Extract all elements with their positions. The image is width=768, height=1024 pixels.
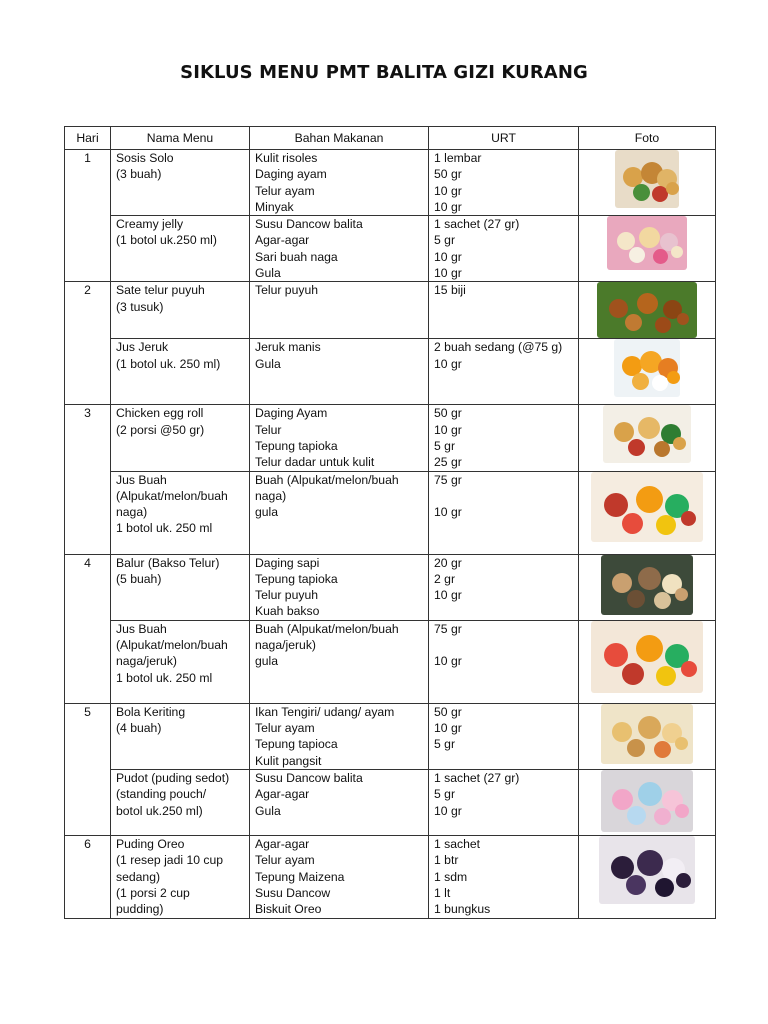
nama-menu-cell-line: Pudot (puding sedot) bbox=[116, 770, 230, 785]
photo-food-shape bbox=[637, 850, 663, 876]
nama-menu-cell-line: botol uk.250 ml) bbox=[116, 803, 203, 818]
bahan-makanan-cell-line: Gula bbox=[255, 803, 281, 818]
photo-food-shape bbox=[622, 513, 643, 534]
urt-cell bbox=[429, 150, 579, 216]
bahan-makanan-cell-line: Tepung tapioka bbox=[255, 438, 338, 453]
bahan-makanan-cell-line: Susu Dancow balita bbox=[255, 217, 363, 232]
urt-cell bbox=[429, 339, 579, 405]
photo-food-shape bbox=[654, 441, 670, 457]
bahan-makanan-cell bbox=[250, 339, 429, 405]
nama-menu-cell-line: naga/jeruk) bbox=[116, 654, 177, 669]
nama-menu-cell-line: (1 porsi 2 cup bbox=[116, 885, 190, 900]
sosis-solo-photo bbox=[615, 150, 679, 208]
urt-cell bbox=[429, 471, 579, 554]
foto-cell bbox=[579, 703, 716, 769]
foto-cell bbox=[579, 405, 716, 471]
urt-cell-line: 1 lt bbox=[434, 885, 451, 900]
nama-menu-cell-line: (standing pouch/ bbox=[116, 787, 207, 802]
chicken-egg-roll-photo bbox=[603, 405, 691, 463]
photo-food-shape bbox=[633, 184, 650, 201]
foto-cell bbox=[579, 471, 716, 554]
nama-menu-cell-line: (1 resep jadi 10 cup bbox=[116, 853, 224, 868]
bahan-makanan-cell-line: Telur ayam bbox=[255, 853, 315, 868]
foto-cell bbox=[579, 150, 716, 216]
header-urt: URT bbox=[429, 127, 579, 150]
urt-cell-line: 1 lembar bbox=[434, 151, 482, 165]
foto-cell bbox=[579, 835, 716, 918]
photo-food-shape bbox=[654, 741, 671, 758]
header-hari: Hari bbox=[65, 127, 111, 150]
nama-menu-cell bbox=[111, 554, 250, 620]
photo-food-shape bbox=[639, 227, 660, 248]
urt-cell-line: 10 gr bbox=[434, 654, 462, 669]
urt-cell-line: 5 gr bbox=[434, 737, 456, 752]
menu-table bbox=[64, 126, 716, 919]
urt-cell bbox=[429, 282, 579, 339]
bahan-makanan-cell-line: Minyak bbox=[255, 199, 294, 214]
table-row bbox=[65, 554, 716, 620]
urt-cell bbox=[429, 405, 579, 471]
nama-menu-cell-line: (3 tusuk) bbox=[116, 299, 164, 314]
table-row bbox=[65, 405, 716, 471]
nama-menu-cell bbox=[111, 216, 250, 282]
foto-cell bbox=[579, 620, 716, 703]
photo-food-shape bbox=[638, 417, 660, 439]
nama-menu-cell-line: sedang) bbox=[116, 869, 161, 884]
bahan-makanan-cell-line: Agar-agar bbox=[255, 233, 310, 248]
foto-cell bbox=[579, 282, 716, 339]
nama-menu-cell-line: Sate telur puyuh bbox=[116, 283, 205, 298]
hari-cell: 1 bbox=[65, 150, 111, 282]
photo-food-shape bbox=[625, 314, 642, 331]
nama-menu-cell-line: (1 botol uk. 250 ml) bbox=[116, 356, 221, 371]
photo-food-shape bbox=[636, 486, 663, 513]
urt-cell-line: 5 gr bbox=[434, 438, 456, 453]
bahan-makanan-cell bbox=[250, 405, 429, 471]
bahan-makanan-cell-line: Agar-agar bbox=[255, 787, 310, 802]
urt-cell-line: 1 sachet bbox=[434, 836, 481, 851]
nama-menu-cell-line: (4 buah) bbox=[116, 721, 162, 736]
nama-menu-cell-line: (3 buah) bbox=[116, 167, 162, 182]
foto-cell bbox=[579, 769, 716, 835]
photo-food-shape bbox=[638, 567, 661, 590]
photo-food-shape bbox=[627, 739, 645, 757]
photo-food-shape bbox=[638, 782, 662, 806]
urt-cell-line: 5 gr bbox=[434, 233, 456, 248]
urt-cell bbox=[429, 835, 579, 918]
bahan-makanan-cell-line: gula bbox=[255, 505, 279, 520]
bahan-makanan-cell-line: Telur ayam bbox=[255, 183, 315, 198]
bahan-makanan-cell-line: Telur puyuh bbox=[255, 283, 319, 298]
nama-menu-cell-line: Balur (Bakso Telur) bbox=[116, 555, 220, 570]
photo-food-shape bbox=[654, 808, 671, 825]
urt-cell-line: 10 gr bbox=[434, 803, 462, 818]
jus-buah-photo bbox=[591, 472, 703, 542]
urt-cell-line: 10 gr bbox=[434, 356, 462, 371]
bahan-makanan-cell-line: Daging sapi bbox=[255, 555, 320, 570]
urt-cell-line: 10 gr bbox=[434, 266, 462, 281]
photo-food-shape bbox=[677, 313, 689, 325]
urt-cell-line: 10 gr bbox=[434, 422, 462, 437]
urt-cell-line: 50 gr bbox=[434, 406, 462, 421]
table-row bbox=[65, 471, 716, 554]
urt-cell-line: 10 gr bbox=[434, 199, 462, 214]
header-foto: Foto bbox=[579, 127, 716, 150]
bahan-makanan-cell-line: Kulit risoles bbox=[255, 151, 318, 165]
bola-keriting-photo bbox=[601, 704, 693, 764]
nama-menu-cell bbox=[111, 703, 250, 769]
table-row bbox=[65, 835, 716, 918]
pudot-photo bbox=[601, 770, 693, 832]
jus-jeruk-photo bbox=[614, 339, 680, 397]
photo-food-shape bbox=[627, 806, 646, 825]
bahan-makanan-cell-line: Daging Ayam bbox=[255, 406, 328, 421]
bahan-makanan-cell-line: Ikan Tengiri/ udang/ ayam bbox=[255, 704, 395, 719]
photo-food-shape bbox=[622, 663, 644, 685]
bahan-makanan-cell-line: Susu Dancow balita bbox=[255, 770, 363, 785]
bahan-makanan-cell-line: Gula bbox=[255, 266, 281, 281]
photo-food-shape bbox=[673, 437, 686, 450]
urt-cell-line: 1 sachet (27 gr) bbox=[434, 770, 520, 785]
photo-food-shape bbox=[675, 737, 688, 750]
photo-food-shape bbox=[681, 661, 697, 677]
nama-menu-cell bbox=[111, 769, 250, 835]
nama-menu-cell-line: (5 buah) bbox=[116, 571, 162, 586]
table-row bbox=[65, 769, 716, 835]
bahan-makanan-cell bbox=[250, 835, 429, 918]
photo-food-shape bbox=[667, 371, 680, 384]
urt-cell-line: 15 biji bbox=[434, 283, 466, 298]
balur-bakso-telur-photo bbox=[601, 555, 693, 615]
photo-food-shape bbox=[636, 635, 663, 662]
photo-food-shape bbox=[671, 246, 683, 258]
bahan-makanan-cell-line: Agar-agar bbox=[255, 836, 310, 851]
bahan-makanan-cell-line: Kulit pangsit bbox=[255, 753, 322, 768]
photo-food-shape bbox=[675, 588, 688, 601]
bahan-makanan-cell-line: gula bbox=[255, 654, 279, 669]
bahan-makanan-cell-line: Buah (Alpukat/melon/buah bbox=[255, 621, 399, 636]
nama-menu-cell bbox=[111, 471, 250, 554]
urt-cell-line: 5 gr bbox=[434, 787, 456, 802]
photo-food-shape bbox=[637, 293, 658, 314]
table-body bbox=[65, 150, 716, 919]
creamy-jelly-photo bbox=[607, 216, 687, 270]
urt-cell-line: 1 sdm bbox=[434, 869, 468, 884]
foto-cell bbox=[579, 554, 716, 620]
nama-menu-cell bbox=[111, 405, 250, 471]
photo-food-shape bbox=[604, 643, 628, 667]
bahan-makanan-cell-line: Telur ayam bbox=[255, 721, 315, 736]
photo-food-shape bbox=[653, 249, 668, 264]
nama-menu-cell-line: (Alpukat/melon/buah bbox=[116, 638, 228, 653]
page-title: SIKLUS MENU PMT BALITA GIZI KURANG bbox=[180, 62, 588, 83]
urt-cell-line: 2 gr bbox=[434, 571, 456, 586]
photo-food-shape bbox=[604, 493, 628, 517]
nama-menu-cell bbox=[111, 150, 250, 216]
nama-menu-cell-line: pudding) bbox=[116, 902, 164, 917]
nama-menu-cell-line: Sosis Solo bbox=[116, 151, 174, 165]
nama-menu-cell bbox=[111, 282, 250, 339]
urt-cell-line: 1 bungkus bbox=[434, 902, 491, 917]
nama-menu-cell-line: (1 botol uk.250 ml) bbox=[116, 233, 217, 248]
bahan-makanan-cell-line: Jeruk manis bbox=[255, 340, 321, 355]
bahan-makanan-cell-line: Susu Dancow bbox=[255, 885, 331, 900]
nama-menu-cell-line: naga) bbox=[116, 505, 148, 520]
bahan-makanan-cell-line: Kuah bakso bbox=[255, 604, 320, 619]
photo-food-shape bbox=[612, 722, 632, 742]
urt-cell bbox=[429, 554, 579, 620]
bahan-makanan-cell-line: Gula bbox=[255, 356, 281, 371]
jus-buah-jeruk-photo bbox=[591, 621, 703, 693]
photo-food-shape bbox=[609, 299, 628, 318]
photo-food-shape bbox=[654, 592, 671, 609]
hari-cell: 5 bbox=[65, 703, 111, 835]
bahan-makanan-cell bbox=[250, 216, 429, 282]
urt-cell-line bbox=[434, 488, 573, 504]
bahan-makanan-cell-line: Sari buah naga bbox=[255, 249, 338, 264]
nama-menu-cell-line: 1 botol uk. 250 ml bbox=[116, 670, 213, 685]
urt-cell-line: 1 btr bbox=[434, 853, 459, 868]
nama-menu-cell-line: Chicken egg roll bbox=[116, 406, 204, 421]
bahan-makanan-cell bbox=[250, 703, 429, 769]
urt-cell-line: 10 gr bbox=[434, 588, 462, 603]
hari-cell: 6 bbox=[65, 835, 111, 918]
table-header-row bbox=[65, 127, 716, 150]
photo-food-shape bbox=[655, 878, 674, 897]
urt-cell-line: 75 gr bbox=[434, 472, 462, 487]
bahan-makanan-cell bbox=[250, 769, 429, 835]
header-bahan-makanan: Bahan Makanan bbox=[250, 127, 429, 150]
bahan-makanan-cell-line: Telur puyuh bbox=[255, 588, 319, 603]
urt-cell-line: 50 gr bbox=[434, 704, 462, 719]
nama-menu-cell bbox=[111, 620, 250, 703]
nama-menu-cell-line: 1 botol uk. 250 ml bbox=[116, 521, 213, 536]
photo-food-shape bbox=[612, 573, 632, 593]
nama-menu-cell-line: Jus Jeruk bbox=[116, 340, 169, 355]
urt-cell bbox=[429, 216, 579, 282]
bahan-makanan-cell-line: Telur bbox=[255, 422, 282, 437]
table-row bbox=[65, 620, 716, 703]
bahan-makanan-cell-line: Tepung tapioca bbox=[255, 737, 338, 752]
urt-cell bbox=[429, 620, 579, 703]
urt-cell bbox=[429, 703, 579, 769]
photo-food-shape bbox=[676, 873, 691, 888]
photo-food-shape bbox=[629, 247, 645, 263]
bahan-makanan-cell bbox=[250, 554, 429, 620]
urt-cell-line: 10 gr bbox=[434, 505, 462, 520]
nama-menu-cell-line: Bola Keriting bbox=[116, 704, 186, 719]
nama-menu-cell-line: Creamy jelly bbox=[116, 217, 184, 232]
foto-cell bbox=[579, 339, 716, 405]
bahan-makanan-cell bbox=[250, 150, 429, 216]
bahan-makanan-cell-line: Daging ayam bbox=[255, 167, 327, 182]
photo-food-shape bbox=[612, 789, 633, 810]
urt-cell-line: 10 gr bbox=[434, 183, 462, 198]
sate-telur-puyuh-photo bbox=[597, 282, 697, 338]
bahan-makanan-cell-line: naga) bbox=[255, 488, 287, 503]
urt-cell-line: 10 gr bbox=[434, 249, 462, 264]
nama-menu-cell-line: (2 porsi @50 gr) bbox=[116, 422, 205, 437]
photo-food-shape bbox=[638, 716, 661, 739]
bahan-makanan-cell-line: Biskuit Oreo bbox=[255, 902, 322, 917]
photo-food-shape bbox=[652, 375, 668, 391]
urt-cell-line: 50 gr bbox=[434, 167, 462, 182]
bahan-makanan-cell-line: Tepung tapioka bbox=[255, 571, 338, 586]
photo-food-shape bbox=[681, 511, 696, 526]
urt-cell-line bbox=[434, 637, 573, 653]
table-row bbox=[65, 150, 716, 216]
nama-menu-cell-line: Jus Buah bbox=[116, 472, 167, 487]
bahan-makanan-cell-line: Telur dadar untuk kulit bbox=[255, 455, 375, 470]
photo-food-shape bbox=[627, 590, 645, 608]
photo-food-shape bbox=[626, 875, 646, 895]
photo-food-shape bbox=[656, 515, 676, 535]
photo-food-shape bbox=[675, 804, 689, 818]
header-nama-menu: Nama Menu bbox=[111, 127, 250, 150]
urt-cell-line: 20 gr bbox=[434, 555, 462, 570]
table-row bbox=[65, 282, 716, 339]
table-row bbox=[65, 703, 716, 769]
nama-menu-cell bbox=[111, 339, 250, 405]
hari-cell: 4 bbox=[65, 554, 111, 703]
bahan-makanan-cell-line: naga/jeruk) bbox=[255, 638, 316, 653]
photo-food-shape bbox=[655, 317, 671, 333]
urt-cell-line: 75 gr bbox=[434, 621, 462, 636]
bahan-makanan-cell-line: Buah (Alpukat/melon/buah bbox=[255, 472, 399, 487]
urt-cell-line: 2 buah sedang (@75 g) bbox=[434, 340, 563, 355]
photo-food-shape bbox=[666, 182, 679, 195]
bahan-makanan-cell bbox=[250, 620, 429, 703]
bahan-makanan-cell bbox=[250, 282, 429, 339]
photo-food-shape bbox=[632, 373, 649, 390]
urt-cell-line: 25 gr bbox=[434, 455, 462, 470]
table-row bbox=[65, 339, 716, 405]
hari-cell: 3 bbox=[65, 405, 111, 554]
table-row bbox=[65, 216, 716, 282]
bahan-makanan-cell bbox=[250, 471, 429, 554]
foto-cell bbox=[579, 216, 716, 282]
nama-menu-cell-line: Jus Buah bbox=[116, 621, 167, 636]
hari-cell: 2 bbox=[65, 282, 111, 405]
urt-cell-line: 1 sachet (27 gr) bbox=[434, 217, 520, 232]
nama-menu-cell-line: (Alpukat/melon/buah bbox=[116, 488, 228, 503]
puding-oreo-photo bbox=[599, 836, 695, 904]
urt-cell-line: 10 gr bbox=[434, 721, 462, 736]
urt-cell bbox=[429, 769, 579, 835]
photo-food-shape bbox=[656, 666, 676, 686]
nama-menu-cell-line: Puding Oreo bbox=[116, 836, 185, 851]
bahan-makanan-cell-line: Tepung Maizena bbox=[255, 869, 345, 884]
photo-food-shape bbox=[628, 439, 645, 456]
nama-menu-cell bbox=[111, 835, 250, 918]
